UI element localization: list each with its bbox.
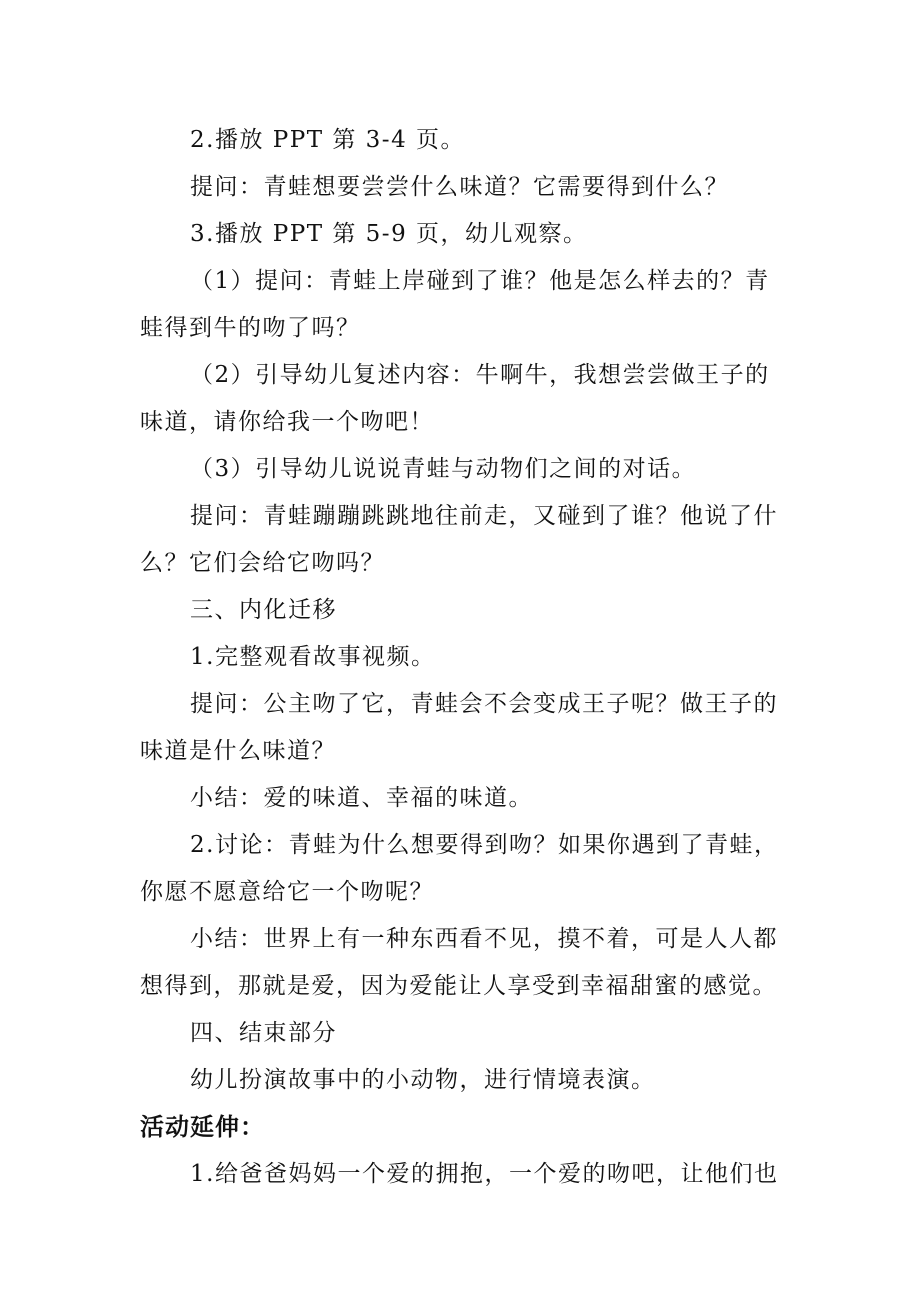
text-line: 小结：世界上有一种东西看不见，摸不着，可是人人都 [190, 926, 778, 952]
text-line: 小结：爱的味道、幸福的味道。 [190, 785, 533, 811]
text-line: 2.播放 PPT 第 3-4 页。 [190, 127, 466, 153]
section-heading: 三、内化迁移 [190, 597, 337, 623]
text-line: 味道是什么味道？ [140, 738, 336, 764]
text-line: 幼儿扮演故事中的小动物，进行情境表演。 [190, 1067, 656, 1093]
text-line: 味道，请你给我一个吻吧！ [140, 409, 434, 435]
text-line: 提问：青蛙蹦蹦跳跳地往前走，又碰到了谁？他说了什 [190, 503, 778, 529]
text-line: 2.讨论：青蛙为什么想要得到吻？如果你遇到了青蛙， [190, 832, 779, 858]
activity-extension-heading: 活动延伸： [140, 1113, 265, 1141]
text-line: 你愿不愿意给它一个吻呢？ [140, 879, 434, 905]
text-line: （3）引导幼儿说说青蛙与动物们之间的对话。 [190, 456, 697, 482]
text-line: 蛙得到牛的吻了吗？ [140, 315, 361, 341]
text-line: （1）提问：青蛙上岸碰到了谁？他是怎么样去的？青 [190, 268, 770, 294]
text-line: 想得到，那就是爱，因为爱能让人享受到幸福甜蜜的感觉。 [140, 973, 777, 999]
text-line: 1.给爸爸妈妈一个爱的拥抱，一个爱的吻吧，让他们也 [190, 1161, 779, 1187]
text-line: 提问：青蛙想要尝尝什么味道？它需要得到什么？ [190, 174, 729, 200]
text-line: 提问：公主吻了它，青蛙会不会变成王子呢？做王子的 [190, 691, 778, 717]
text-line: （2）引导幼儿复述内容：牛啊牛，我想尝尝做王子的 [190, 362, 770, 388]
text-line: 么？它们会给它吻吗？ [140, 550, 385, 576]
text-line: 3.播放 PPT 第 5-9 页，幼儿观察。 [190, 221, 588, 247]
section-heading: 四、结束部分 [190, 1020, 337, 1046]
text-line: 1.完整观看故事视频。 [190, 644, 436, 670]
